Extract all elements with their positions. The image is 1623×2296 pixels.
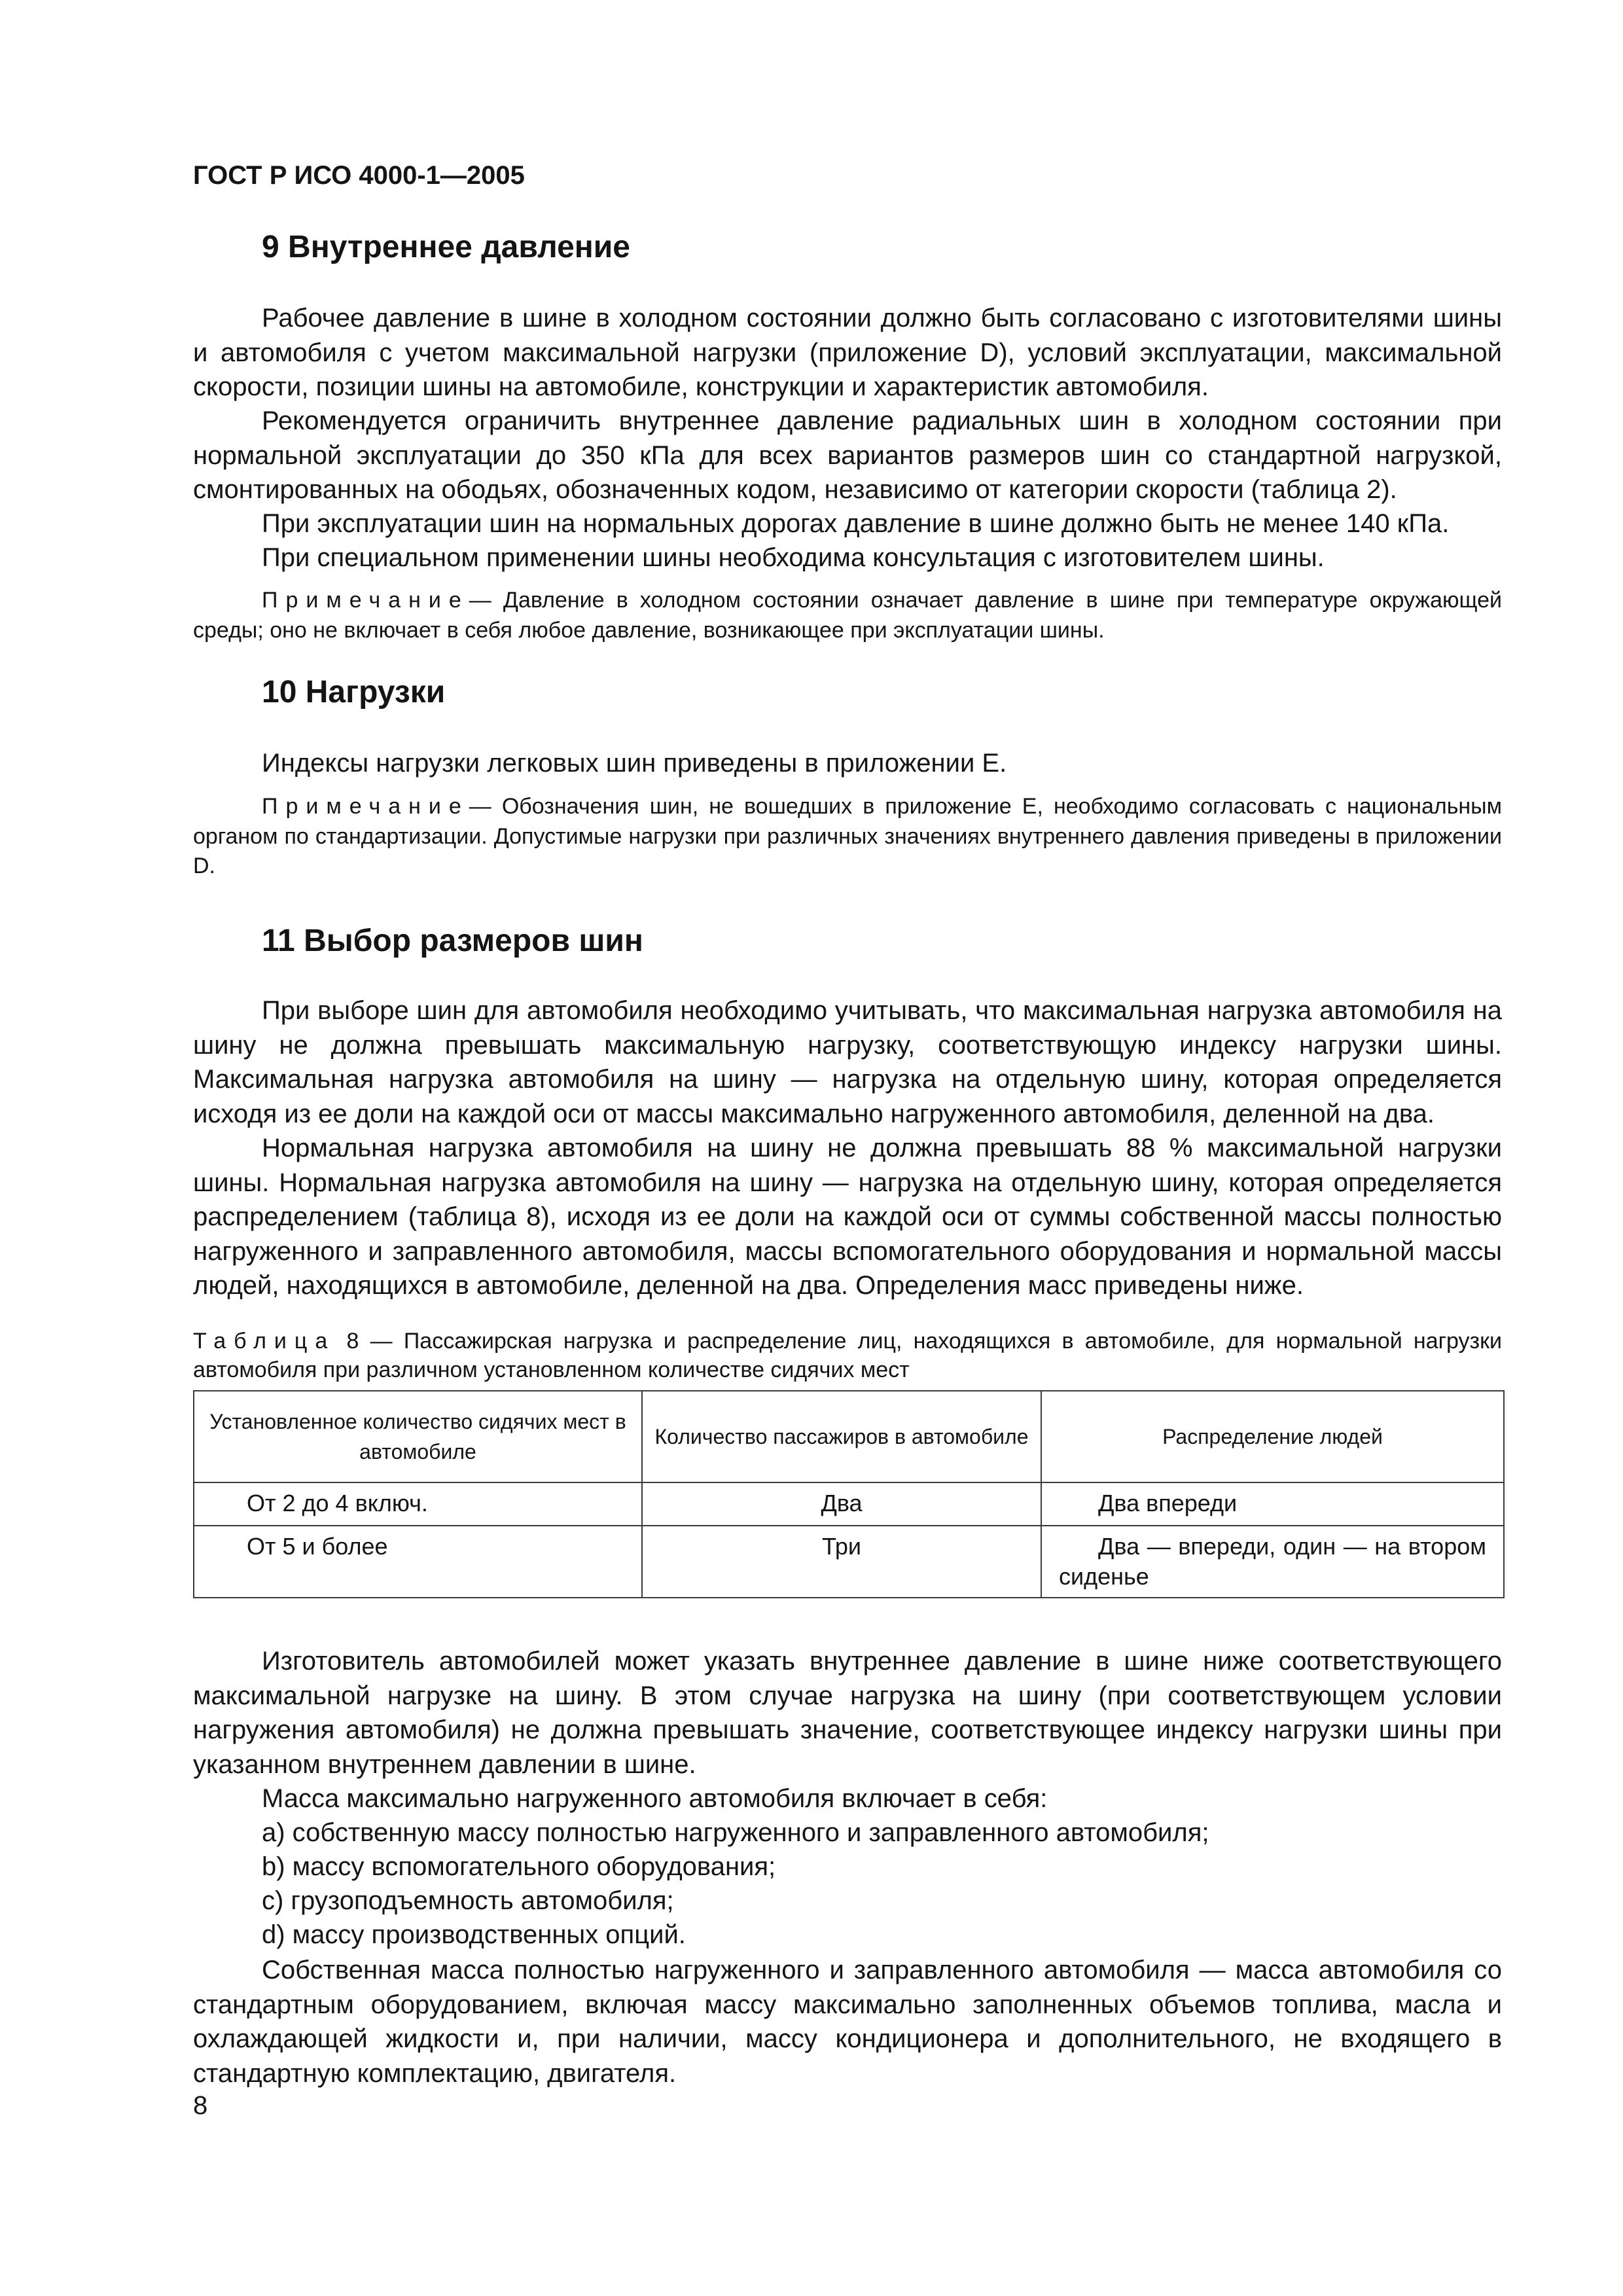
section-9-paragraph-4: При специальном применении шины необходима консультация с изготовителем шины.: [262, 543, 1325, 572]
section-9-paragraph-2: Рекомендуется ограничить внутреннее давление радиальных шин в холодном состоянии при нормальной эксплуатации до 350 кПа для всех вариантов размеров шин со стандартной нагрузкой, смонтированных на ободьях, обозначенных кодом, независимо от категории скорости (таблица 2).: [193, 406, 1502, 504]
after-table-paragraph-1: Изготовитель автомобилей может указать внутреннее давление в шине ниже соответствующего максимальной нагрузке на шину. В этом случае нагрузка на шину (при соответствующем условии нагружения автомобиля) не должна превышать значение, соответствующее индексу нагрузки шины при указанном внутреннем давлении в шине.: [193, 1647, 1502, 1779]
passenger-load-table: [193, 1390, 1505, 1598]
table-cell-seats: От 2 до 4 включ.: [194, 1482, 642, 1526]
section-9-paragraph-1: Рабочее давление в шине в холодном состоянии должно быть согласовано с изготовителями шины и автомобиля с учетом максимальной нагрузки (приложение D), условий эксплуатации, максимальной скорости, позиции шины на автомобиле, конструкции и характеристик автомобиля.: [193, 304, 1502, 401]
after-table-paragraph-3: Собственная масса полностью нагруженного и заправленного автомобиля — масса автомобиля со стандартным оборудованием, включая массу максимально заполненных объемов топлива, масла и охлаждающей жидкости и, при наличии, массу кондиционера и дополнительного, не входящего в стандартную комплектацию, двигателя.: [193, 1956, 1502, 2088]
note-label: Примечание: [262, 794, 469, 819]
table-row: [194, 1526, 1504, 1598]
table-cell-passengers: Три: [642, 1526, 1041, 1598]
table-header-seats: Установленное количество сидячих мест в автомобиле: [194, 1391, 642, 1482]
after-table-paragraph-2: Масса максимально нагруженного автомобиля включает в себя:: [262, 1784, 1048, 1813]
list-item: d) массу производственных опций.: [262, 1920, 686, 1949]
table-caption-label: Таблица: [193, 1329, 336, 1354]
page-number: 8: [193, 2091, 208, 2120]
section-10-paragraph-1: Индексы нагрузки легковых шин приведены в приложении Е.: [262, 749, 1007, 778]
section-10-note: [193, 792, 1502, 882]
section-11-title: 11 Выбор размеров шин: [262, 924, 643, 958]
note-text: — Давление в холодном состоянии означает давление в шине при температуре окружающей среды; оно не включает в себя любое давление, возникающее при эксплуатации шины.: [193, 588, 1502, 643]
list-item: b) массу вспомогательного оборудования;: [262, 1852, 776, 1881]
table-header-passengers: Количество пассажиров в автомобиле: [642, 1391, 1041, 1482]
table-cell-passengers: Два: [642, 1482, 1041, 1526]
section-10-title: 10 Нагрузки: [262, 675, 446, 709]
table-caption: [193, 1327, 1502, 1384]
table-header-distribution: Распределение людей: [1041, 1391, 1504, 1482]
table-cell-seats: От 5 и более: [194, 1526, 642, 1598]
table-cell-distribution: Два — впереди, один — на втором сиденье: [1041, 1526, 1504, 1598]
section-9-paragraph-3: При эксплуатации шин на нормальных дорогах давление в шине должно быть не менее 140 кПа.: [262, 509, 1450, 538]
document-header: ГОСТ Р ИСО 4000-1—2005: [193, 161, 525, 190]
list-item: c) грузоподъемность автомобиля;: [262, 1886, 674, 1915]
table-row: [194, 1482, 1504, 1526]
note-label: Примечание: [262, 588, 469, 613]
list-item: a) собственную массу полностью нагруженного и заправленного автомобиля;: [262, 1818, 1209, 1847]
table-caption-text: 8 — Пассажирская нагрузка и распределение лиц, находящихся в автомобиле, для нормальной нагрузки автомобиля при различном установленном количестве сидячих мест: [193, 1329, 1502, 1382]
section-9-note: [193, 586, 1502, 645]
section-11-paragraph-2: Нормальная нагрузка автомобиля на шину не должна превышать 88 % максимальной нагрузки шины. Нормальная нагрузка автомобиля на шину — нагрузка на отдельную шину, которая определяется распределением (таблица 8), исходя из ее доли на каждой оси от суммы собственной массы полностью нагруженного и заправленного автомобиля, массы вспомогательного оборудования и нормальной массы людей, находящихся в автомобиле, деленной на два. Определения масс приведены ниже.: [193, 1134, 1502, 1300]
table-header-row: [194, 1391, 1504, 1482]
note-text: — Обозначения шин, не вошедших в приложение Е, необходимо согласовать с национальным органом по стандартизации. Допустимые нагрузки при различных значениях внутреннего давления приведены в приложении D.: [193, 794, 1502, 878]
section-11-paragraph-1: При выборе шин для автомобиля необходимо учитывать, что максимальная нагрузка автомобиля на шину не должна превышать максимальную нагрузку, соответствующую индексу нагрузки шины. Максимальная нагрузка автомобиля на шину — нагрузка на отдельную шину, которая определяется исходя из ее доли на каждой оси от массы максимально нагруженного автомобиля, деленной на два.: [193, 996, 1502, 1128]
table-cell-distribution: Два впереди: [1041, 1482, 1504, 1526]
section-9-title: 9 Внутреннее давление: [262, 230, 630, 264]
